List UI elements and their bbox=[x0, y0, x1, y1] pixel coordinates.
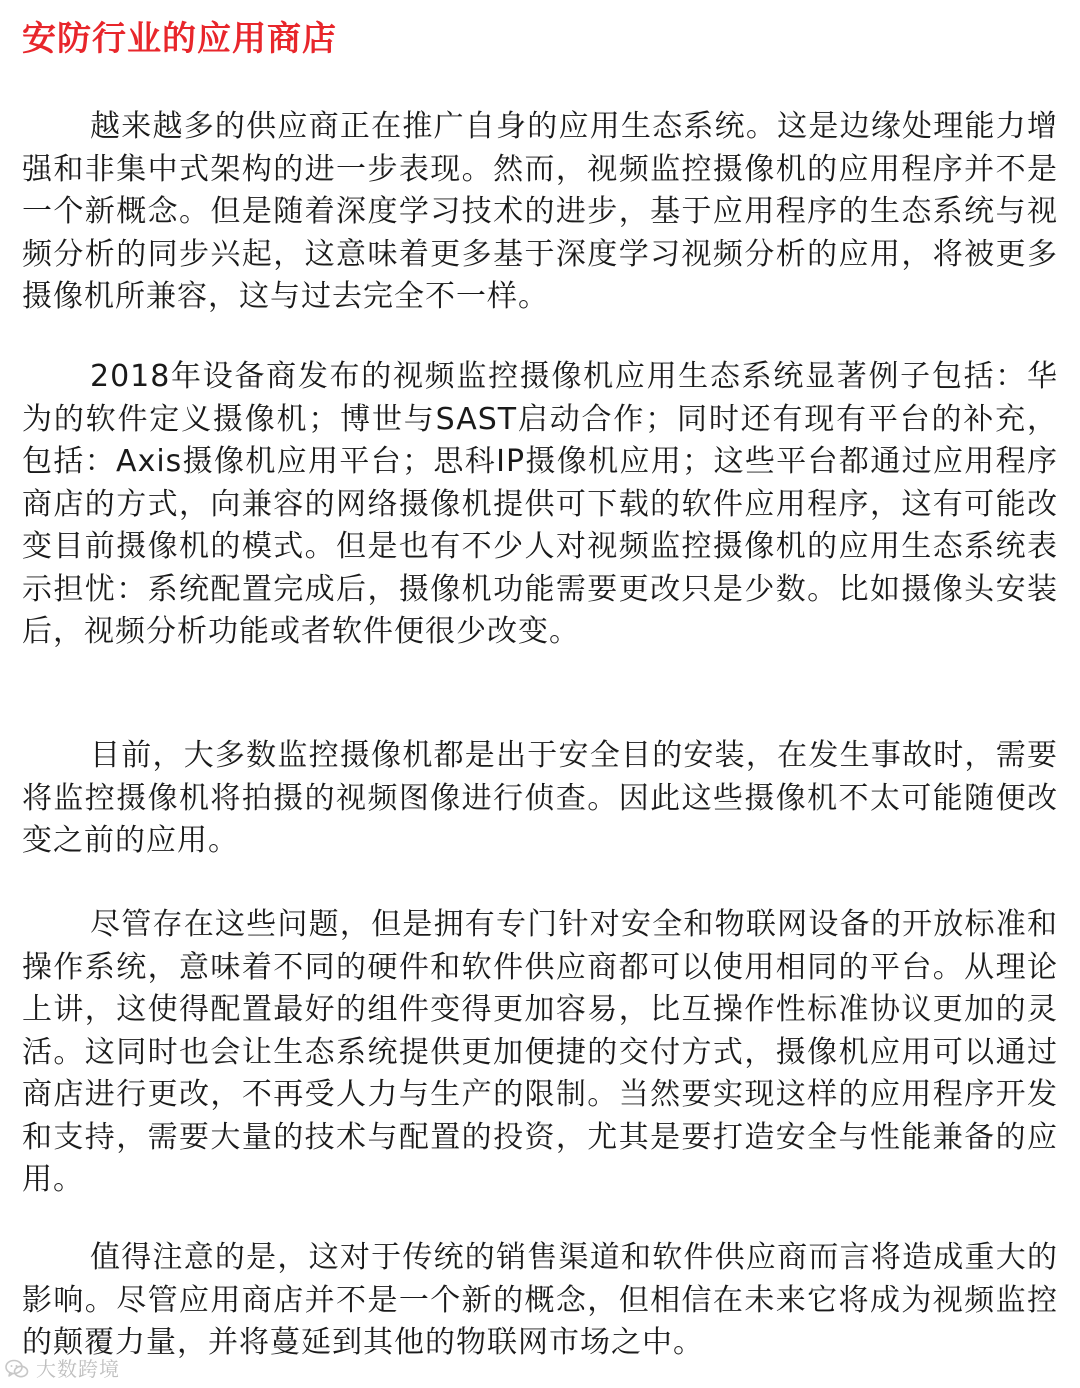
watermark-text: 大数跨境 bbox=[36, 1357, 120, 1381]
paragraph-3: 目前，大多数监控摄像机都是出于安全目的安装，在发生事故时，需要将监控摄像机将拍摄的视频图像进行侦查。因此这些摄像机不太可能随便改变之前的应用。 bbox=[22, 738, 1058, 858]
paragraph-2: 2018年设备商发布的视频监控摄像机应用生态系统显著例子包括：华为的软件定义摄像机；博世与SAST启动合作；同时还有现有平台的补充，包括：Axis摄像机应用平台；思科IP摄像机应用；这些平台都通过应用程序商店的方式，向兼容的网络摄像机提供可下载的软件应用程序，这有可能改变目前摄像机的模式。但是也有不少人对视频监控摄像机的应用生态系统表示担忧：系统配置完成后，摄像机功能需要更改只是少数。比如摄像头安装后，视频分析功能或者软件便很少改变。 bbox=[22, 359, 1058, 649]
watermark bbox=[4, 1352, 120, 1386]
wechat-logo-icon bbox=[4, 1356, 30, 1382]
paragraph-1: 越来越多的供应商正在推广自身的应用生态系统。这是边缘处理能力增强和非集中式架构的进一步表现。然而，视频监控摄像机的应用程序并不是一个新概念。但是随着深度学习技术的进步，基于应用程序的生态系统与视频分析的同步兴起，这意味着更多基于深度学习视频分析的应用，将被更多摄像机所兼容，这与过去完全不一样。 bbox=[22, 109, 1058, 314]
article-title: 安防行业的应用商店 bbox=[22, 19, 337, 59]
paragraph-4: 尽管存在这些问题，但是拥有专门针对安全和物联网设备的开放标准和操作系统，意味着不同的硬件和软件供应商都可以使用相同的平台。从理论上讲，这使得配置最好的组件变得更加容易，比互操作性标准协议更加的灵活。这同时也会让生态系统提供更加便捷的交付方式，摄像机应用可以通过商店进行更改，不再受人力与生产的限制。当然要实现这样的应用程序开发和支持，需要大量的技术与配置的投资，尤其是要打造安全与性能兼备的应用。 bbox=[22, 907, 1058, 1197]
paragraph-5: 值得注意的是，这对于传统的销售渠道和软件供应商而言将造成重大的影响。尽管应用商店并不是一个新的概念，但相信在未来它将成为视频监控的颠覆力量，并将蔓延到其他的物联网市场之中。 bbox=[22, 1240, 1058, 1360]
